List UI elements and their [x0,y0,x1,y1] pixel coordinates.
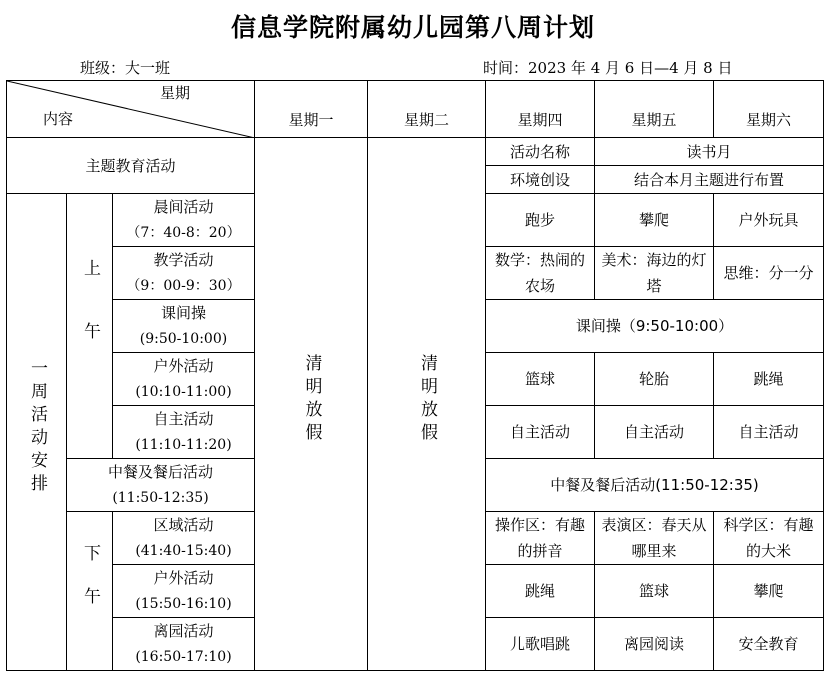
week-label: 一周活动安排 [27,359,47,497]
morning-label: 上午 [80,259,100,385]
afternoon-label: 下午 [80,544,100,630]
schedule-cell: 篮球 [486,353,595,406]
theme-label: 主题教育活动 [7,138,255,194]
page-title: 信息学院附属幼儿园第八周计划 [230,13,595,42]
schedule-cell: 思维：分一分 [714,247,824,300]
activity-name: 课间操 [160,304,206,322]
schedule-cell: 攀爬 [595,194,714,247]
activity-name: 区域活动 [153,516,214,534]
week-label-cell [7,194,67,671]
afternoon-label-cell [67,512,113,671]
schedule-cell: 美术：海边的灯塔 [595,247,714,300]
holiday-cell-tue [368,138,486,671]
class-label: 班级：大一班 [80,59,171,77]
activity-name-cell [113,247,255,300]
activity-name-cell [113,194,255,247]
schedule-cell: 户外玩具 [714,194,824,247]
schedule-merged-cell: 课间操（9:50-10:00） [486,300,824,353]
environment-label: 环境创设 [486,166,595,194]
schedule-cell: 表演区：春天从哪里来 [595,512,714,565]
activity-name-label: 活动名称 [486,138,595,166]
environment-value: 结合本月主题进行布置 [595,166,824,194]
activity-name: 中餐及餐后活动 [107,463,213,481]
weekly-plan-table [6,80,824,671]
activity-time: (15:50-16:10) [135,596,232,612]
schedule-cell: 攀爬 [714,565,824,618]
day-header: 星期六 [714,81,824,138]
holiday-text: 清明放假 [417,354,437,446]
day-header: 星期五 [595,81,714,138]
content-label: 内容 [43,110,74,128]
schedule-cell: 数学：热闹的农场 [486,247,595,300]
activity-time: （9：00-9：30） [126,278,241,294]
holiday-cell-mon [255,138,368,671]
activity-time: (11:50-12:35) [112,490,209,506]
schedule-cell: 离园阅读 [595,618,714,671]
header-diagonal-cell [7,81,255,138]
activity-name-cell [67,459,255,512]
activity-name: 户外活动 [153,569,214,587]
weekday-label: 星期 [159,84,190,102]
activity-name: 离园活动 [153,622,214,640]
activity-name-cell [113,512,255,565]
schedule-cell: 自主活动 [486,406,595,459]
schedule-cell: 篮球 [595,565,714,618]
schedule-cell: 自主活动 [595,406,714,459]
day-header: 星期二 [368,81,486,138]
activity-name: 自主活动 [153,410,214,428]
activity-name-cell [113,565,255,618]
activity-name-cell [113,406,255,459]
activity-name-value: 读书月 [595,138,824,166]
schedule-cell: 跳绳 [714,353,824,406]
activity-time: （7：40-8：20） [126,225,241,241]
schedule-cell: 科学区：有趣的大米 [714,512,824,565]
schedule-cell: 儿歌唱跳 [486,618,595,671]
activity-name-cell [113,353,255,406]
activity-time: (41:40-15:40) [135,543,232,559]
activity-time: (9:50-10:00) [139,331,228,347]
day-header: 星期四 [486,81,595,138]
holiday-text: 清明放假 [301,354,322,446]
morning-label-cell [67,194,113,459]
activity-name-cell [113,618,255,671]
day-header: 星期一 [255,81,368,138]
schedule-cell: 跳绳 [486,565,595,618]
schedule-merged-cell: 中餐及餐后活动(11:50-12:35) [486,459,824,512]
activity-time: (16:50-17:10) [135,649,232,665]
activity-name: 户外活动 [153,357,214,375]
schedule-cell: 操作区：有趣的拼音 [486,512,595,565]
activity-time: (11:10-11:20) [135,437,232,453]
activity-name-cell [113,300,255,353]
schedule-cell: 安全教育 [714,618,824,671]
activity-name: 晨间活动 [153,198,214,216]
activity-time: (10:10-11:00) [135,384,232,400]
time-label: 时间：2023 年 4 月 6 日—4 月 8 日 [483,59,733,77]
schedule-cell: 自主活动 [714,406,824,459]
activity-name: 教学活动 [153,251,214,269]
schedule-cell: 跑步 [486,194,595,247]
schedule-cell: 轮胎 [595,353,714,406]
